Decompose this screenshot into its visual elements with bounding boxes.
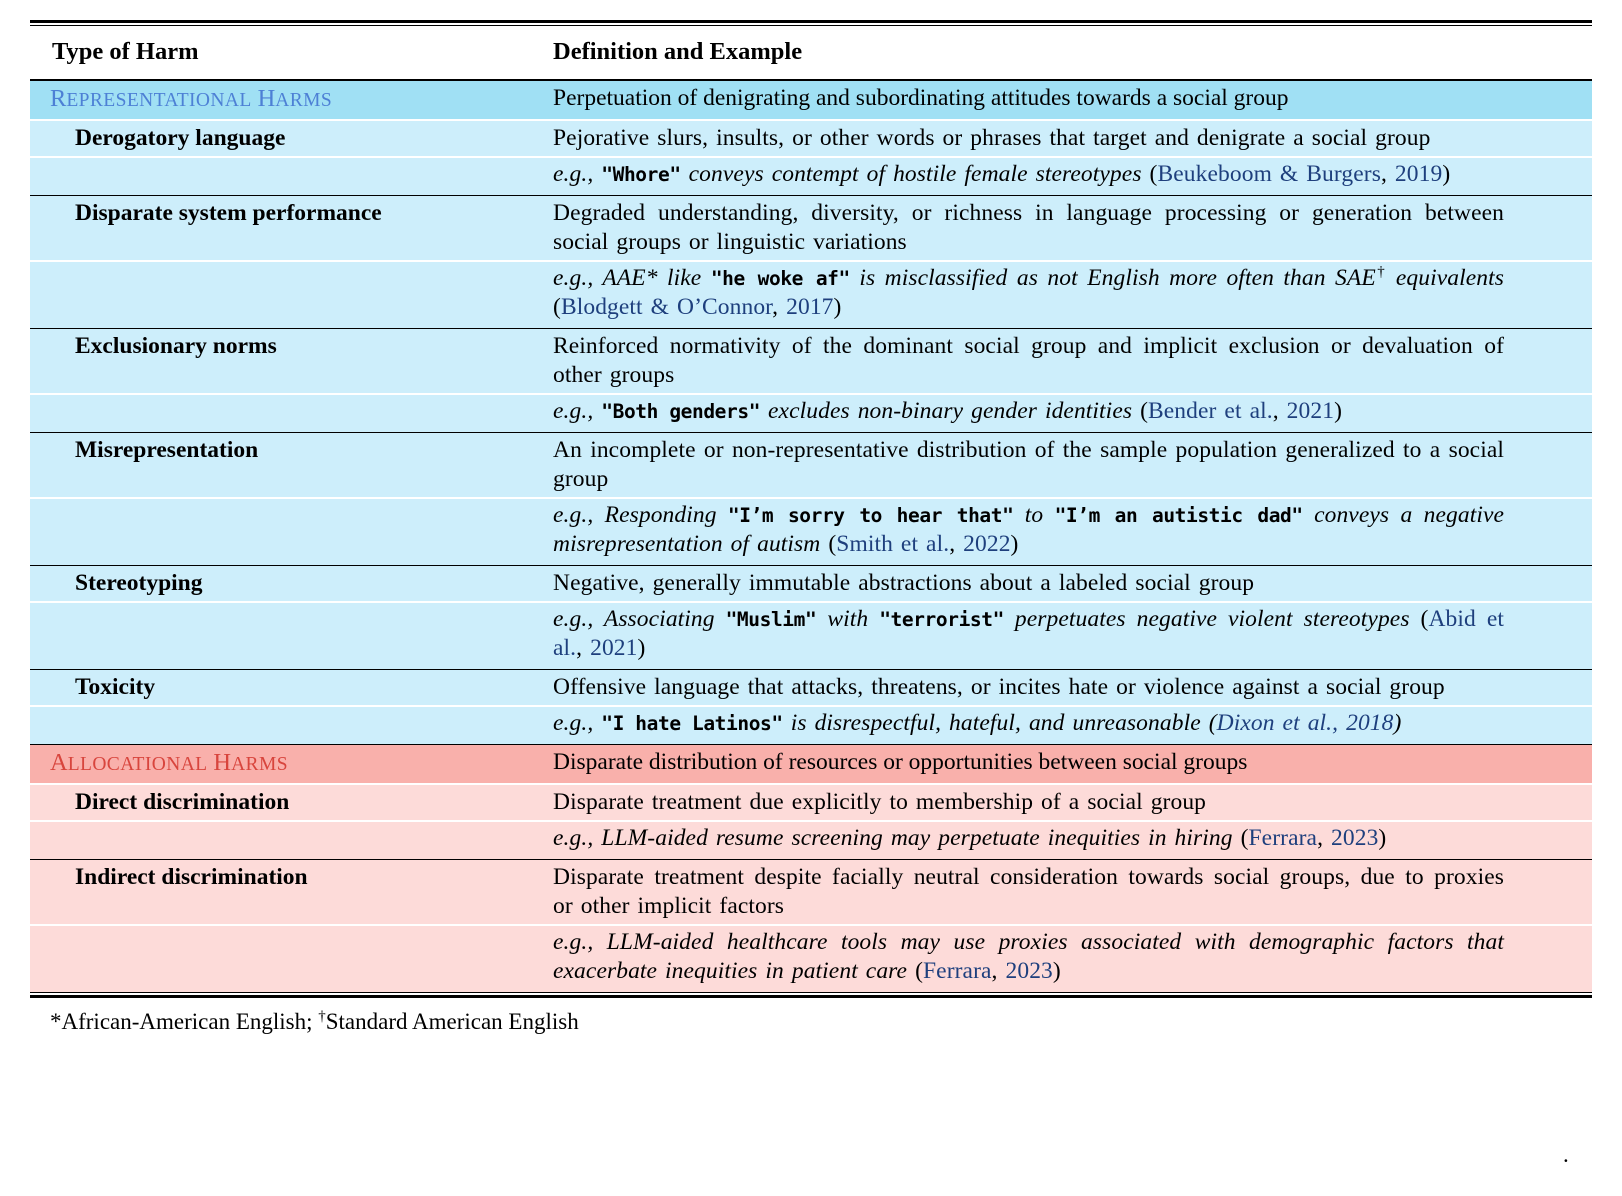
text-segment: (	[1409, 606, 1429, 632]
text-segment: "I’m sorry to hear that"	[727, 504, 1014, 527]
text-segment: "Both genders"	[601, 400, 761, 423]
harm-example-row	[30, 499, 1592, 565]
text-segment: ARMS	[275, 90, 333, 111]
text-segment: )	[1052, 958, 1061, 984]
harm-name: Stereotyping	[75, 570, 203, 596]
text-segment: ,	[1272, 398, 1287, 424]
harm-row	[30, 670, 1592, 705]
text-segment: (	[553, 294, 561, 320]
text-segment: e.g.,	[553, 398, 602, 424]
citation-link[interactable]: 2021	[590, 635, 638, 661]
section-definition: Disparate distribution of resources or opportunities between social groups	[553, 749, 1248, 775]
citation-link[interactable]: Ferrara	[923, 958, 992, 984]
harm-definition: Pejorative slurs, insults, or other words or phrases that target and denigrate a social group	[553, 125, 1431, 151]
harm-example-row	[30, 926, 1592, 992]
text-segment: conveys contempt of hostile female stereotypes	[688, 161, 1142, 187]
trailing-period: .	[1563, 1142, 1569, 1167]
text-segment: to	[1024, 502, 1044, 528]
text-segment: (	[820, 531, 837, 557]
text-segment: is disrespectful, hateful, and unreasonable	[790, 710, 1201, 736]
citation-link[interactable]: Dixon et al., 2018	[1216, 710, 1394, 736]
text-segment: e.g.,	[553, 929, 607, 955]
section-label	[30, 84, 553, 115]
text-segment: A	[50, 749, 68, 776]
text-segment	[816, 606, 827, 632]
text-segment: "terrorist"	[879, 608, 1004, 631]
harm-name: Disparate system performance	[75, 200, 382, 226]
text-segment: )	[1334, 398, 1343, 424]
text-segment: )	[1442, 161, 1451, 187]
citation-link[interactable]: Bender et al.	[1148, 398, 1273, 424]
harm-example	[553, 824, 1592, 853]
text-segment: "Whore"	[601, 163, 681, 186]
text-segment: e.g.,	[553, 265, 603, 291]
harm-example	[553, 160, 1592, 189]
text-segment	[681, 161, 689, 187]
section-label	[30, 748, 553, 779]
text-segment	[1303, 502, 1314, 528]
harm-example-row	[30, 395, 1592, 432]
text-segment: ,	[772, 294, 787, 320]
text-segment: ,	[576, 635, 591, 661]
citation-link[interactable]: Abid et al.	[553, 606, 1505, 661]
text-segment: H	[257, 85, 276, 112]
harm-definition: Disparate treatment due explicitly to membership of a social group	[553, 789, 1207, 815]
citation-link[interactable]: Smith et al.	[836, 531, 950, 557]
text-segment	[850, 265, 859, 291]
harm-definition: Offensive language that attacks, threatens, or incites hate or violence against a social group	[553, 674, 1445, 700]
harm-definition: Degraded understanding, diversity, or richness in language processing or generation between social groups or linguistic variations	[553, 200, 1504, 255]
harm-example	[553, 397, 1592, 426]
text-segment: Standard American English	[325, 1009, 579, 1034]
text-segment: is misclassified as not English more often than SAE	[859, 265, 1376, 291]
text-segment: (	[1132, 398, 1148, 424]
harm-example	[553, 709, 1592, 738]
text-segment: (	[1141, 161, 1158, 187]
column-header-definition-and-example: Definition and Example	[553, 38, 803, 65]
citation-link[interactable]: Beukeboom & Burgers	[1157, 161, 1381, 187]
harm-example	[553, 501, 1592, 559]
text-segment: AAE* like	[602, 265, 711, 291]
text-segment: LLM-aided healthcare tools may use proxies associated with demographic factors that exacerbate inequities in patient care	[553, 929, 1504, 984]
harm-example-row	[30, 822, 1592, 859]
citation-link[interactable]: Ferrara	[1248, 825, 1318, 851]
text-segment: e.g.,	[553, 606, 604, 632]
text-segment: R	[50, 85, 67, 112]
text-segment: Associating	[603, 606, 726, 632]
harm-definition: An incomplete or non-representative distribution of the sample population generalized to a social group	[553, 437, 1504, 492]
table-header-row	[30, 26, 1592, 79]
text-segment: )	[1010, 531, 1019, 557]
text-segment: excludes non-binary gender identities	[768, 398, 1133, 424]
citation-link[interactable]: 2019	[1394, 161, 1443, 187]
text-segment: *African-American English;	[50, 1009, 319, 1034]
text-segment	[868, 606, 879, 632]
section-band-representational-harms	[30, 81, 1592, 119]
text-segment	[760, 398, 768, 424]
text-segment: H	[213, 749, 232, 776]
table-body	[30, 81, 1592, 992]
harm-example-row	[30, 262, 1592, 328]
harm-row	[30, 566, 1592, 601]
text-segment: †	[1375, 264, 1387, 281]
harm-example-row	[30, 603, 1592, 669]
text-segment: ARMS	[231, 754, 288, 775]
text-segment: equivalents	[1386, 265, 1504, 291]
text-segment: with	[827, 606, 869, 632]
text-segment: (	[1200, 710, 1217, 736]
section-definition: Perpetuation of denigrating and subordinating attitudes towards a social group	[553, 85, 1289, 111]
text-segment: LLOCATIONAL	[67, 754, 208, 775]
harms-table	[30, 20, 1592, 1036]
citation-link[interactable]: 2021	[1286, 398, 1335, 424]
text-segment: ,	[1317, 825, 1332, 851]
citation-link[interactable]: 2023	[1331, 825, 1379, 851]
text-segment: )	[637, 635, 646, 661]
text-segment: e.g.,	[553, 502, 605, 528]
text-segment: "he woke af"	[710, 267, 850, 290]
text-segment: ,	[991, 958, 1006, 984]
harm-name: Indirect discrimination	[75, 864, 308, 890]
harm-name: Direct discrimination	[75, 789, 290, 815]
table-footnote	[30, 998, 1592, 1036]
harm-row	[30, 121, 1592, 156]
text-segment	[783, 710, 791, 736]
text-segment: )	[1378, 825, 1387, 851]
citation-link[interactable]: 2022	[963, 531, 1011, 557]
text-segment: †	[318, 1008, 326, 1025]
citation-link[interactable]: Blodgett & O’Connor	[560, 294, 773, 320]
text-segment: e.g.,	[553, 825, 602, 851]
harm-example	[553, 928, 1592, 986]
text-segment: Responding	[604, 502, 728, 528]
text-segment: EPRESENTATIONAL	[66, 90, 252, 111]
harm-example	[553, 605, 1592, 663]
text-segment: e.g.,	[553, 710, 602, 736]
text-segment: ,	[1380, 161, 1395, 187]
section-band-allocational-harms	[30, 745, 1592, 783]
text-segment: conveys a negative misrepresentation of autism	[553, 502, 1505, 557]
harm-example-row	[30, 158, 1592, 195]
citation-link[interactable]: 2023	[1005, 958, 1053, 984]
harm-example	[553, 264, 1592, 322]
harm-definition: Disparate treatment despite facially neutral consideration towards social groups, due to proxies or other implicit factors	[553, 864, 1504, 919]
text-segment: "Muslim"	[725, 608, 817, 631]
harm-name: Toxicity	[75, 674, 156, 700]
harm-row	[30, 433, 1592, 497]
citation-link[interactable]: 2017	[786, 294, 834, 320]
text-segment	[1013, 502, 1024, 528]
text-segment: )	[1393, 710, 1402, 736]
text-segment: )	[833, 294, 842, 320]
text-segment	[1043, 502, 1054, 528]
harm-name: Misrepresentation	[75, 437, 259, 463]
text-segment: LLM-aided resume screening may perpetuate inequities in hiring	[601, 825, 1233, 851]
text-segment: "I hate Latinos"	[601, 712, 783, 735]
harm-row	[30, 785, 1592, 820]
text-segment: ,	[949, 531, 964, 557]
harm-definition: Reinforced normativity of the dominant social group and implicit exclusion or devaluation of other groups	[553, 333, 1504, 388]
harm-row	[30, 860, 1592, 924]
harm-row	[30, 329, 1592, 393]
harm-name: Exclusionary norms	[75, 333, 277, 359]
text-segment: perpetuates negative violent stereotypes	[1014, 606, 1410, 632]
text-segment: e.g.,	[553, 161, 602, 187]
text-segment: (	[907, 958, 923, 984]
harm-definition: Negative, generally immutable abstractions about a labeled social group	[553, 570, 1255, 596]
text-segment	[1004, 606, 1015, 632]
harm-row	[30, 196, 1592, 260]
harm-example-row	[30, 707, 1592, 744]
column-header-type-of-harm: Type of Harm	[52, 38, 199, 65]
text-segment: (	[1232, 825, 1249, 851]
harm-name: Derogatory language	[75, 125, 286, 151]
text-segment: "I’m an autistic dad"	[1054, 504, 1303, 527]
